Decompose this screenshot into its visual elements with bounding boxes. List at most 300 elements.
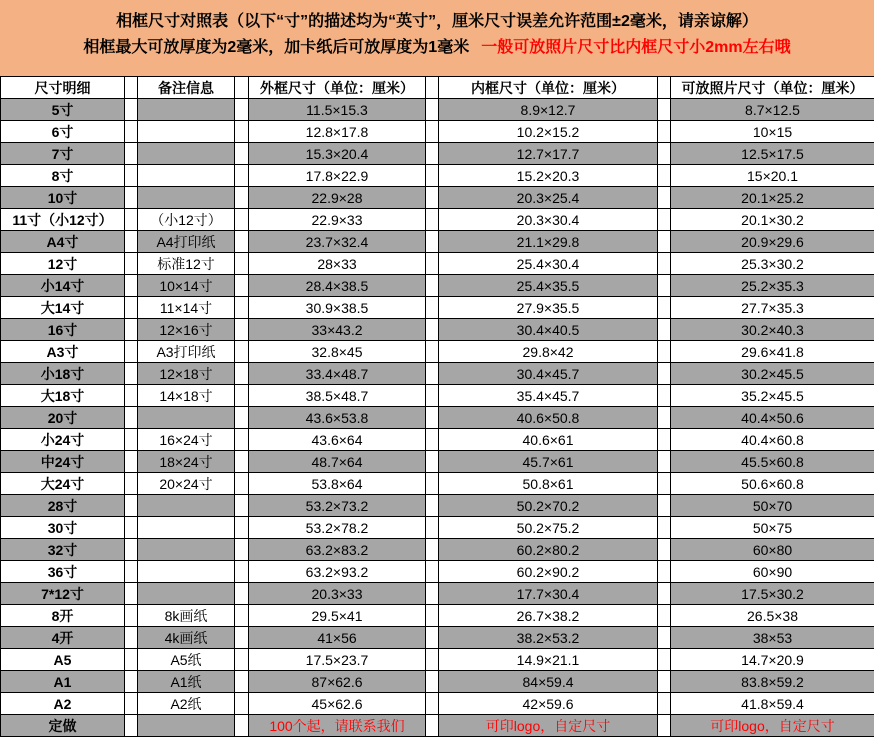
cell-note: 标准12寸 xyxy=(138,253,235,275)
cell-photo-size: 50.6×60.8 xyxy=(671,473,874,495)
cell-size: 7*12寸 xyxy=(1,583,125,605)
cell-photo-size: 可印logo，自定尺寸 xyxy=(671,715,874,737)
table-row xyxy=(1,693,874,715)
cell-photo-size: 60×80 xyxy=(671,539,874,561)
cell-size: 16寸 xyxy=(1,319,125,341)
cell-note xyxy=(138,99,235,121)
spacer-cell xyxy=(426,275,439,297)
spacer-cell xyxy=(658,715,671,737)
spacer-cell xyxy=(426,715,439,737)
spacer-cell xyxy=(235,209,249,231)
cell-photo-size: 35.2×45.5 xyxy=(671,385,874,407)
cell-photo-size: 8.7×12.5 xyxy=(671,99,874,121)
spacer-cell xyxy=(426,121,439,143)
spacer-cell xyxy=(658,693,671,715)
cell-size: 小14寸 xyxy=(1,275,125,297)
spacer-cell xyxy=(426,363,439,385)
spacer-cell xyxy=(426,209,439,231)
cell-note xyxy=(138,495,235,517)
spacer-cell xyxy=(235,275,249,297)
notice-photo-size-tip: 一般可放照片尺寸比内框尺寸小2mm左右哦 xyxy=(481,39,791,56)
spacer-cell xyxy=(658,121,671,143)
cell-outer-size: 20.3×33 xyxy=(249,583,426,605)
cell-note xyxy=(138,187,235,209)
spacer-cell xyxy=(658,605,671,627)
cell-size: 大14寸 xyxy=(1,297,125,319)
spacer-cell xyxy=(658,319,671,341)
header-note: 备注信息 xyxy=(138,77,235,99)
cell-note xyxy=(138,165,235,187)
cell-photo-size: 50×70 xyxy=(671,495,874,517)
spacer-cell xyxy=(235,121,249,143)
spacer-cell xyxy=(426,143,439,165)
cell-outer-size: 28.4×38.5 xyxy=(249,275,426,297)
spacer-cell xyxy=(125,209,138,231)
cell-size: A3寸 xyxy=(1,341,125,363)
cell-size: 12寸 xyxy=(1,253,125,275)
spacer-cell xyxy=(426,539,439,561)
cell-photo-size: 25.2×35.3 xyxy=(671,275,874,297)
cell-inner-size: 40.6×50.8 xyxy=(439,407,658,429)
cell-outer-size: 33×43.2 xyxy=(249,319,426,341)
spacer-cell xyxy=(658,407,671,429)
spacer-cell xyxy=(658,385,671,407)
cell-note xyxy=(138,121,235,143)
cell-inner-size: 可印logo，自定尺寸 xyxy=(439,715,658,737)
cell-inner-size: 40.6×61 xyxy=(439,429,658,451)
spacer-cell xyxy=(235,429,249,451)
table-row xyxy=(1,275,874,297)
spacer-cell xyxy=(658,473,671,495)
cell-outer-size: 23.7×32.4 xyxy=(249,231,426,253)
table-row xyxy=(1,385,874,407)
spacer-cell xyxy=(658,627,671,649)
cell-outer-size: 53.2×78.2 xyxy=(249,517,426,539)
spacer-cell xyxy=(426,77,439,99)
spacer-cell xyxy=(235,539,249,561)
spacer-cell xyxy=(235,341,249,363)
spacer-cell xyxy=(235,473,249,495)
cell-size: 30寸 xyxy=(1,517,125,539)
spacer-cell xyxy=(235,693,249,715)
cell-photo-size: 60×90 xyxy=(671,561,874,583)
table-row xyxy=(1,451,874,473)
cell-outer-size: 53.8×64 xyxy=(249,473,426,495)
cell-photo-size: 14.7×20.9 xyxy=(671,649,874,671)
cell-outer-size: 32.8×45 xyxy=(249,341,426,363)
spacer-cell xyxy=(125,297,138,319)
spacer-cell xyxy=(235,319,249,341)
spacer-cell xyxy=(658,165,671,187)
cell-note: A1纸 xyxy=(138,671,235,693)
cell-photo-size: 27.7×35.3 xyxy=(671,297,874,319)
cell-inner-size: 20.3×30.4 xyxy=(439,209,658,231)
cell-inner-size: 27.9×35.5 xyxy=(439,297,658,319)
spacer-cell xyxy=(426,583,439,605)
spacer-cell xyxy=(426,517,439,539)
cell-outer-size: 63.2×83.2 xyxy=(249,539,426,561)
cell-size: 小18寸 xyxy=(1,363,125,385)
spacer-cell xyxy=(426,429,439,451)
cell-outer-size: 28×33 xyxy=(249,253,426,275)
cell-size: 28寸 xyxy=(1,495,125,517)
spacer-cell xyxy=(658,451,671,473)
table-row xyxy=(1,99,874,121)
spacer-cell xyxy=(125,495,138,517)
spacer-cell xyxy=(125,385,138,407)
spacer-cell xyxy=(235,561,249,583)
cell-size: 大24寸 xyxy=(1,473,125,495)
spacer-cell xyxy=(658,341,671,363)
cell-note: 8k画纸 xyxy=(138,605,235,627)
spacer-cell xyxy=(125,627,138,649)
cell-note: 18×24寸 xyxy=(138,451,235,473)
notice-title: 相框尺寸对照表（以下“寸”的描述均为“英寸”，厘米尺寸误差允许范围±2毫米，请亲谅解） xyxy=(116,13,758,30)
cell-inner-size: 45.7×61 xyxy=(439,451,658,473)
spacer-cell xyxy=(658,77,671,99)
cell-outer-size: 17.8×22.9 xyxy=(249,165,426,187)
spacer-cell xyxy=(125,561,138,583)
notice-thickness-line xyxy=(0,35,874,61)
cell-outer-size: 30.9×38.5 xyxy=(249,297,426,319)
spacer-cell xyxy=(426,407,439,429)
spacer-cell xyxy=(125,143,138,165)
spacer-cell xyxy=(125,451,138,473)
cell-outer-size: 22.9×28 xyxy=(249,187,426,209)
header-inner-size: 内框尺寸（单位：厘米） xyxy=(439,77,658,99)
spacer-cell xyxy=(426,187,439,209)
table-row xyxy=(1,187,874,209)
cell-photo-size: 20.1×25.2 xyxy=(671,187,874,209)
spacer-cell xyxy=(235,649,249,671)
spacer-cell xyxy=(125,671,138,693)
table-row xyxy=(1,231,874,253)
spacer-cell xyxy=(125,407,138,429)
cell-inner-size: 20.3×25.4 xyxy=(439,187,658,209)
spacer-cell xyxy=(426,495,439,517)
spacer-cell xyxy=(125,649,138,671)
cell-size: A5 xyxy=(1,649,125,671)
cell-photo-size: 83.8×59.2 xyxy=(671,671,874,693)
cell-inner-size: 60.2×90.2 xyxy=(439,561,658,583)
cell-photo-size: 50×75 xyxy=(671,517,874,539)
spacer-cell xyxy=(658,253,671,275)
spacer-cell xyxy=(125,473,138,495)
spacer-cell xyxy=(426,99,439,121)
cell-inner-size: 42×59.6 xyxy=(439,693,658,715)
header-photo-size: 可放照片尺寸（单位：厘米） xyxy=(671,77,874,99)
cell-inner-size: 35.4×45.7 xyxy=(439,385,658,407)
cell-note: 11×14寸 xyxy=(138,297,235,319)
table-row xyxy=(1,209,874,231)
cell-note xyxy=(138,583,235,605)
cell-photo-size: 20.1×30.2 xyxy=(671,209,874,231)
table-row xyxy=(1,319,874,341)
table-row xyxy=(1,671,874,693)
spacer-cell xyxy=(658,231,671,253)
cell-photo-size: 12.5×17.5 xyxy=(671,143,874,165)
table-row xyxy=(1,715,874,737)
cell-note xyxy=(138,517,235,539)
cell-note: 16×24寸 xyxy=(138,429,235,451)
cell-inner-size: 50.2×75.2 xyxy=(439,517,658,539)
table-row xyxy=(1,605,874,627)
spacer-cell xyxy=(235,187,249,209)
spacer-cell xyxy=(235,99,249,121)
cell-photo-size: 26.5×38 xyxy=(671,605,874,627)
cell-size: 小24寸 xyxy=(1,429,125,451)
cell-outer-size: 48.7×64 xyxy=(249,451,426,473)
cell-size: 定做 xyxy=(1,715,125,737)
size-chart-table xyxy=(0,76,874,737)
spacer-cell xyxy=(235,583,249,605)
spacer-cell xyxy=(235,451,249,473)
cell-photo-size: 17.5×30.2 xyxy=(671,583,874,605)
cell-size: 11寸（小12寸） xyxy=(1,209,125,231)
spacer-cell xyxy=(426,693,439,715)
spacer-cell xyxy=(235,143,249,165)
cell-inner-size: 17.7×30.4 xyxy=(439,583,658,605)
spacer-cell xyxy=(125,121,138,143)
cell-size: A4寸 xyxy=(1,231,125,253)
cell-inner-size: 30.4×40.5 xyxy=(439,319,658,341)
spacer-cell xyxy=(658,517,671,539)
spacer-cell xyxy=(426,297,439,319)
cell-note xyxy=(138,715,235,737)
cell-size: A2 xyxy=(1,693,125,715)
spacer-cell xyxy=(125,693,138,715)
spacer-cell xyxy=(125,231,138,253)
table-row xyxy=(1,165,874,187)
spacer-cell xyxy=(125,363,138,385)
spacer-cell xyxy=(426,671,439,693)
spacer-cell xyxy=(235,77,249,99)
spacer-cell xyxy=(658,209,671,231)
spacer-cell xyxy=(658,671,671,693)
spacer-cell xyxy=(658,143,671,165)
cell-outer-size: 12.8×17.8 xyxy=(249,121,426,143)
cell-note: A5纸 xyxy=(138,649,235,671)
cell-note: A2纸 xyxy=(138,693,235,715)
spacer-cell xyxy=(125,99,138,121)
cell-inner-size: 84×59.4 xyxy=(439,671,658,693)
cell-size: 5寸 xyxy=(1,99,125,121)
table-row xyxy=(1,297,874,319)
table-body xyxy=(1,99,874,737)
cell-size: 10寸 xyxy=(1,187,125,209)
cell-outer-size: 63.2×93.2 xyxy=(249,561,426,583)
spacer-cell xyxy=(658,99,671,121)
cell-inner-size: 25.4×35.5 xyxy=(439,275,658,297)
spacer-cell xyxy=(125,275,138,297)
cell-note: 4k画纸 xyxy=(138,627,235,649)
table-row xyxy=(1,429,874,451)
cell-outer-size: 41×56 xyxy=(249,627,426,649)
spacer-cell xyxy=(125,77,138,99)
cell-size: 7寸 xyxy=(1,143,125,165)
cell-photo-size: 41.8×59.4 xyxy=(671,693,874,715)
cell-inner-size: 50.2×70.2 xyxy=(439,495,658,517)
spacer-cell xyxy=(125,715,138,737)
table-row xyxy=(1,561,874,583)
cell-size: 20寸 xyxy=(1,407,125,429)
cell-size: 中24寸 xyxy=(1,451,125,473)
table-row xyxy=(1,253,874,275)
spacer-cell xyxy=(426,561,439,583)
spacer-cell xyxy=(426,627,439,649)
cell-outer-size: 100个起，请联系我们 xyxy=(249,715,426,737)
cell-outer-size: 43.6×53.8 xyxy=(249,407,426,429)
table-row xyxy=(1,143,874,165)
cell-photo-size: 30.2×40.3 xyxy=(671,319,874,341)
cell-note: （小12寸） xyxy=(138,209,235,231)
spacer-cell xyxy=(426,319,439,341)
cell-size: 6寸 xyxy=(1,121,125,143)
spacer-cell xyxy=(125,583,138,605)
spacer-cell xyxy=(658,429,671,451)
cell-note: A4打印纸 xyxy=(138,231,235,253)
cell-size: 大18寸 xyxy=(1,385,125,407)
cell-outer-size: 17.5×23.7 xyxy=(249,649,426,671)
cell-inner-size: 15.2×20.3 xyxy=(439,165,658,187)
cell-note: 12×18寸 xyxy=(138,363,235,385)
cell-inner-size: 14.9×21.1 xyxy=(439,649,658,671)
spacer-cell xyxy=(658,539,671,561)
spacer-cell xyxy=(125,187,138,209)
cell-outer-size: 45×62.6 xyxy=(249,693,426,715)
cell-size: 8开 xyxy=(1,605,125,627)
cell-photo-size: 25.3×30.2 xyxy=(671,253,874,275)
cell-photo-size: 38×53 xyxy=(671,627,874,649)
spacer-cell xyxy=(658,583,671,605)
table-row xyxy=(1,363,874,385)
spacer-cell xyxy=(235,605,249,627)
spacer-cell xyxy=(235,385,249,407)
spacer-cell xyxy=(426,341,439,363)
spacer-cell xyxy=(125,319,138,341)
cell-outer-size: 22.9×33 xyxy=(249,209,426,231)
spacer-cell xyxy=(235,363,249,385)
cell-inner-size: 21.1×29.8 xyxy=(439,231,658,253)
spacer-cell xyxy=(235,297,249,319)
header-size: 尺寸明细 xyxy=(1,77,125,99)
cell-outer-size: 38.5×48.7 xyxy=(249,385,426,407)
spacer-cell xyxy=(658,187,671,209)
cell-inner-size: 26.7×38.2 xyxy=(439,605,658,627)
cell-note xyxy=(138,143,235,165)
spacer-cell xyxy=(658,297,671,319)
cell-outer-size: 43.6×64 xyxy=(249,429,426,451)
cell-photo-size: 29.6×41.8 xyxy=(671,341,874,363)
spacer-cell xyxy=(426,451,439,473)
cell-size: 4开 xyxy=(1,627,125,649)
cell-note xyxy=(138,539,235,561)
cell-photo-size: 30.2×45.5 xyxy=(671,363,874,385)
cell-inner-size: 30.4×45.7 xyxy=(439,363,658,385)
cell-photo-size: 40.4×60.8 xyxy=(671,429,874,451)
cell-outer-size: 15.3×20.4 xyxy=(249,143,426,165)
spacer-cell xyxy=(125,517,138,539)
header-outer-size: 外框尺寸（单位：厘米） xyxy=(249,77,426,99)
notice-thickness-note: 相框最大可放厚度为2毫米，加卡纸后可放厚度为1毫米 xyxy=(83,39,470,56)
cell-note: A3打印纸 xyxy=(138,341,235,363)
spacer-cell xyxy=(235,231,249,253)
spacer-cell xyxy=(426,385,439,407)
cell-note: 14×18寸 xyxy=(138,385,235,407)
cell-size: 32寸 xyxy=(1,539,125,561)
table-row xyxy=(1,473,874,495)
spacer-cell xyxy=(125,429,138,451)
table-row xyxy=(1,495,874,517)
spacer-cell xyxy=(235,253,249,275)
spacer-cell xyxy=(658,649,671,671)
cell-outer-size: 11.5×15.3 xyxy=(249,99,426,121)
spacer-cell xyxy=(426,473,439,495)
notice-banner xyxy=(0,0,874,76)
cell-note: 12×16寸 xyxy=(138,319,235,341)
cell-note: 10×14寸 xyxy=(138,275,235,297)
spacer-cell xyxy=(426,231,439,253)
cell-photo-size: 45.5×60.8 xyxy=(671,451,874,473)
cell-outer-size: 87×62.6 xyxy=(249,671,426,693)
spacer-cell xyxy=(235,671,249,693)
table-row xyxy=(1,649,874,671)
cell-inner-size: 29.8×42 xyxy=(439,341,658,363)
spacer-cell xyxy=(658,495,671,517)
table-row xyxy=(1,539,874,561)
cell-inner-size: 50.8×61 xyxy=(439,473,658,495)
spacer-cell xyxy=(235,407,249,429)
cell-outer-size: 53.2×73.2 xyxy=(249,495,426,517)
cell-inner-size: 60.2×80.2 xyxy=(439,539,658,561)
cell-inner-size: 25.4×30.4 xyxy=(439,253,658,275)
table-row xyxy=(1,121,874,143)
spacer-cell xyxy=(426,649,439,671)
cell-inner-size: 8.9×12.7 xyxy=(439,99,658,121)
spacer-cell xyxy=(125,253,138,275)
spacer-cell xyxy=(235,715,249,737)
spacer-cell xyxy=(658,363,671,385)
cell-note xyxy=(138,407,235,429)
spacer-cell xyxy=(235,495,249,517)
table-row xyxy=(1,341,874,363)
cell-note: 20×24寸 xyxy=(138,473,235,495)
table-row xyxy=(1,517,874,539)
cell-size: 8寸 xyxy=(1,165,125,187)
table-row xyxy=(1,407,874,429)
cell-photo-size: 10×15 xyxy=(671,121,874,143)
spacer-cell xyxy=(235,627,249,649)
cell-size: 36寸 xyxy=(1,561,125,583)
cell-inner-size: 12.7×17.7 xyxy=(439,143,658,165)
cell-outer-size: 33.4×48.7 xyxy=(249,363,426,385)
cell-outer-size: 29.5×41 xyxy=(249,605,426,627)
spacer-cell xyxy=(235,165,249,187)
spacer-cell xyxy=(125,605,138,627)
cell-inner-size: 38.2×53.2 xyxy=(439,627,658,649)
table-row xyxy=(1,583,874,605)
cell-size: A1 xyxy=(1,671,125,693)
spacer-cell xyxy=(235,517,249,539)
spacer-cell xyxy=(426,605,439,627)
cell-inner-size: 10.2×15.2 xyxy=(439,121,658,143)
cell-note xyxy=(138,561,235,583)
spacer-cell xyxy=(426,165,439,187)
spacer-cell xyxy=(125,165,138,187)
spacer-cell xyxy=(426,253,439,275)
cell-photo-size: 40.4×50.6 xyxy=(671,407,874,429)
table-header-row xyxy=(1,77,874,99)
